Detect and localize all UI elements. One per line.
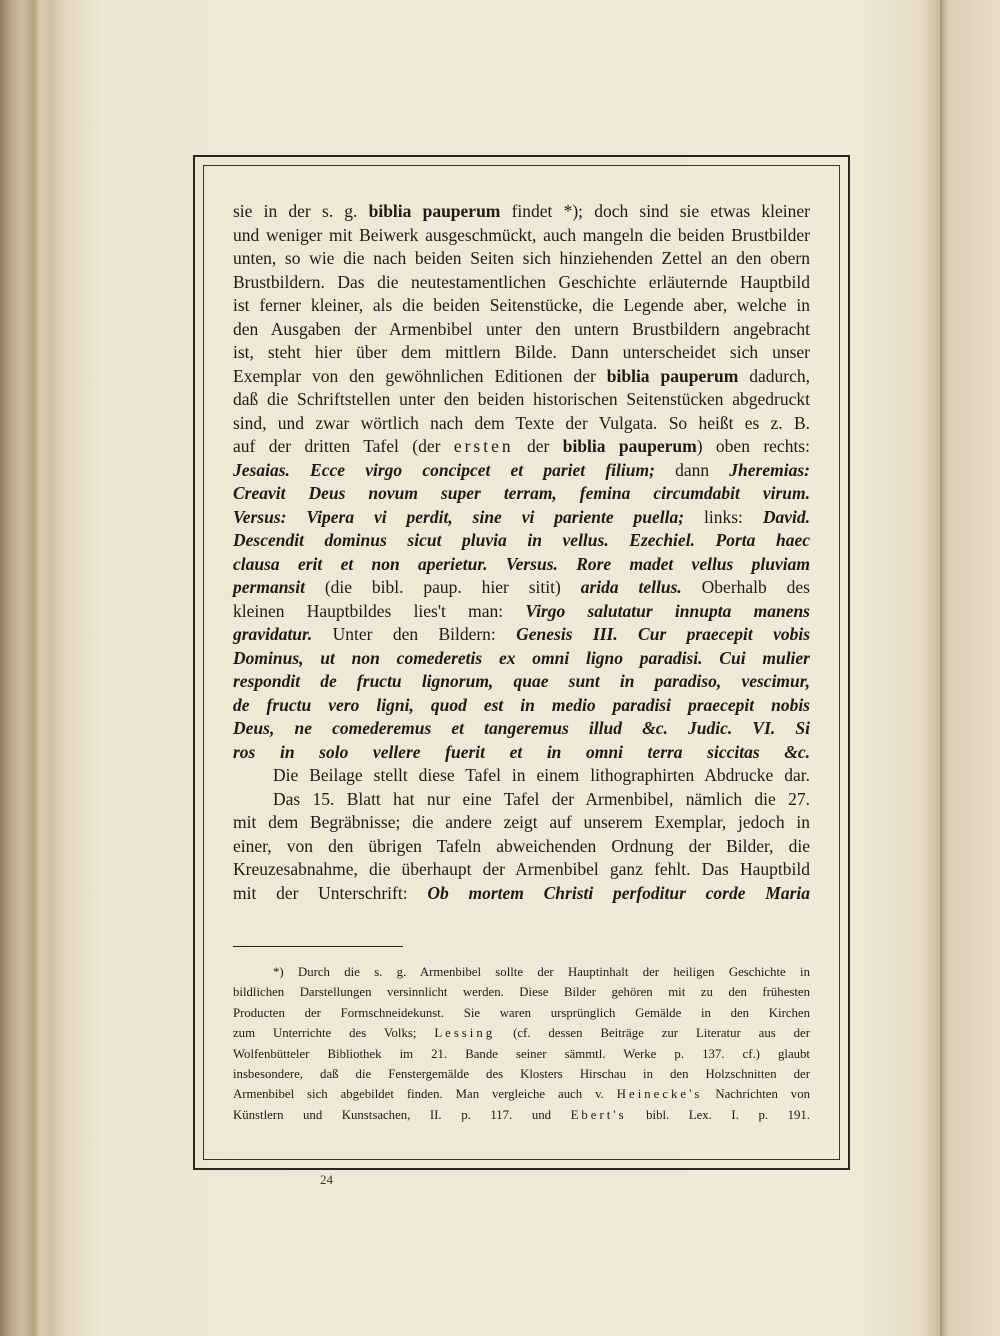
text-line — [233, 600, 810, 622]
text-segment: bildlichen Darstellungen versinnlicht werden. Diese Bilder gehören mit zu den frühesten — [233, 985, 810, 1000]
text-line — [233, 294, 810, 316]
text-segment: findet *); doch sind sie etwas kleiner — [500, 201, 810, 221]
text-line — [233, 247, 810, 269]
text-line — [233, 670, 810, 692]
text-segment: mit der Unterschrift: — [233, 882, 428, 903]
footnote-line — [233, 1106, 810, 1124]
text-segment: *) Durch die s. g. Armenbibel sollte der Hauptinhalt der heiligen Geschichte in — [273, 965, 810, 979]
text-line — [233, 435, 810, 457]
text-segment: ist, steht hier über dem mittlern Bilde. Dann unterscheidet sich unser — [233, 342, 810, 362]
text-segment: Das 15. Blatt hat nur eine Tafel der Armenbibel, nämlich die 27. — [273, 788, 810, 809]
text-line — [233, 647, 810, 669]
text-segment: biblia pauperum — [562, 436, 697, 456]
text-line — [233, 341, 810, 363]
text-segment: Oberhalb des — [681, 577, 810, 597]
text-segment: Versus: Vipera vi perdit, sine vi pariente puella; — [233, 506, 685, 527]
text-segment: auf der dritten Tafel (der — [233, 436, 454, 456]
text-segment: ros in solo vellere fuerit et in omni terra siccitas &c. — [233, 741, 810, 762]
text-line — [233, 741, 810, 763]
text-line — [233, 623, 810, 645]
text-segment: Nachrichten von — [702, 1087, 810, 1102]
footnote-rule — [233, 946, 403, 947]
text-segment: Jheremias: — [729, 459, 810, 480]
text-segment: de fructu vero ligni, quod est in medio paradisi praecepit nobis — [233, 694, 810, 715]
text-segment: der — [513, 436, 563, 456]
text-line — [233, 694, 810, 716]
text-segment: arida tellus. — [580, 577, 682, 597]
text-line — [233, 835, 810, 857]
text-segment: Genesis III. Cur praecepit vobis — [516, 624, 811, 644]
text-segment: sie in der s. g. — [233, 201, 369, 221]
text-segment: biblia pauperum — [368, 201, 501, 221]
text-segment: Dominus, ut non comederetis ex omni ligno paradisi. Cui mulier — [233, 647, 810, 668]
text-segment: (die bibl. paup. hier sitit) — [304, 577, 581, 597]
text-segment: David. — [762, 506, 810, 527]
text-line — [233, 882, 810, 904]
text-segment: unten, so wie die nach beiden Seiten sich hinziehenden Zettel an den obern — [233, 248, 810, 268]
footnote-line — [233, 1024, 810, 1042]
text-segment: Exemplar von den gewöhnlichen Editionen der — [233, 365, 607, 386]
footnote-line — [233, 983, 810, 1001]
text-line — [233, 459, 810, 481]
text-segment: Descendit dominus sicut pluvia in vellus. Ezechiel. Porta haec — [233, 530, 810, 550]
footnote-line — [233, 1045, 810, 1063]
text-segment: Ob mortem Christi perfoditur corde Maria — [427, 882, 810, 903]
text-segment: links: — [684, 506, 763, 527]
text-segment: insbesondere, daß die Fenstergemälde des Klosters Hirschau in den Holzschnitten der — [233, 1067, 810, 1081]
text-line — [233, 200, 810, 222]
text-segment: Jesaias. Ecce virgo concipcet et pariet filium; — [233, 459, 655, 480]
text-segment: permansit — [233, 577, 305, 597]
text-segment: den Ausgaben der Armenbibel unter den untern Brustbildern angebracht — [233, 318, 810, 339]
text-line — [233, 529, 810, 551]
text-segment: dann — [654, 459, 730, 480]
text-segment: (cf. dessen Beiträge zur Literatur aus der — [495, 1026, 811, 1041]
footnote-line — [233, 1004, 810, 1022]
text-segment: Unter den Bildern: — [312, 624, 517, 644]
page-number: 24 — [320, 1172, 333, 1187]
text-line — [233, 224, 810, 246]
text-line — [233, 576, 810, 598]
text-segment: clausa erit et non aperietur. Versus. Rore madet vellus pluviam — [233, 553, 810, 574]
text-segment: sind, und zwar wörtlich nach dem Texte der Vulgata. So heißt es z. B. — [233, 412, 810, 433]
text-segment: bibl. Lex. I. p. 191. — [626, 1107, 810, 1122]
text-line — [233, 506, 810, 528]
text-segment: und weniger mit Beiwerk ausgeschmückt, auch mangeln die beiden Brustbilder — [233, 224, 810, 245]
text-segment: Die Beilage stellt diese Tafel in einem lithographirten Abdrucke dar. — [273, 765, 810, 785]
text-segment: daß die Schriftstellen unter den beiden historischen Seitenstücken abgedruckt — [233, 389, 810, 409]
text-line — [233, 365, 810, 387]
footnote-line — [273, 963, 810, 981]
text-segment: Armenbibel sich abgebildet finden. Man vergleiche auch v. — [233, 1087, 617, 1102]
text-segment: Künstlern und Kunstsachen, II. p. 117. und — [233, 1107, 571, 1122]
text-segment: Brustbildern. Das die neutestamentlichen Geschichte erläuternde Hauptbild — [233, 271, 810, 292]
text-segment: Lessing — [434, 1026, 496, 1041]
text-line — [233, 717, 810, 739]
text-segment: Producten der Formschneidekunst. Sie waren ursprünglich Gemälde in den Kirchen — [233, 1005, 810, 1020]
text-segment: Heinecke's — [616, 1087, 703, 1102]
text-line — [273, 764, 810, 786]
text-segment: einer, von den übrigen Tafeln abweichenden Ordnung der Bilder, die — [233, 835, 810, 856]
text-segment: gravidatur. — [233, 624, 313, 644]
text-segment: ist ferner kleiner, als die beiden Seitenstücke, die Legende aber, welche in — [233, 295, 810, 315]
text-line — [233, 858, 810, 880]
text-line — [233, 271, 810, 293]
text-segment: Kreuzesabnahme, die überhaupt der Armenbibel ganz fehlt. Das Hauptbild — [233, 859, 810, 879]
text-segment: respondit de fructu lignorum, quae sunt in paradiso, vescimur, — [233, 671, 810, 691]
text-segment: Virgo salutatur innupta manens — [525, 600, 810, 621]
text-line — [233, 482, 810, 504]
facing-page-edge — [940, 0, 1000, 1336]
text-segment: kleinen Hauptbildes lies't man: — [233, 600, 526, 621]
text-segment: dadurch, — [738, 365, 810, 386]
text-segment: ersten — [453, 436, 514, 456]
text-segment: Ebert's — [570, 1107, 627, 1122]
text-segment: biblia pauperum — [606, 365, 739, 386]
book-spine — [0, 0, 72, 1336]
text-line — [233, 553, 810, 575]
text-segment: mit dem Begräbnisse; die andere zeigt auf unserem Exemplar, jedoch in — [233, 812, 810, 832]
text-line — [233, 412, 810, 434]
text-line — [233, 388, 810, 410]
footnote-line — [233, 1065, 810, 1083]
footnote-line — [233, 1085, 810, 1103]
text-segment: Creavit Deus novum super terram, femina circumdabit virum. — [233, 483, 810, 503]
text-line — [273, 788, 810, 810]
text-line — [233, 318, 810, 340]
text-line — [233, 811, 810, 833]
text-segment: zum Unterrichte des Volks; — [233, 1026, 435, 1041]
text-segment: ) oben rechts: — [696, 436, 810, 456]
text-segment: Wolfenbütteler Bibliothek im 21. Bande seiner sämmtl. Werke p. 137. cf.) glaubt — [233, 1046, 810, 1061]
text-segment: Deus, ne comederemus et tangeremus illud &c. Judic. VI. Si — [233, 718, 810, 738]
